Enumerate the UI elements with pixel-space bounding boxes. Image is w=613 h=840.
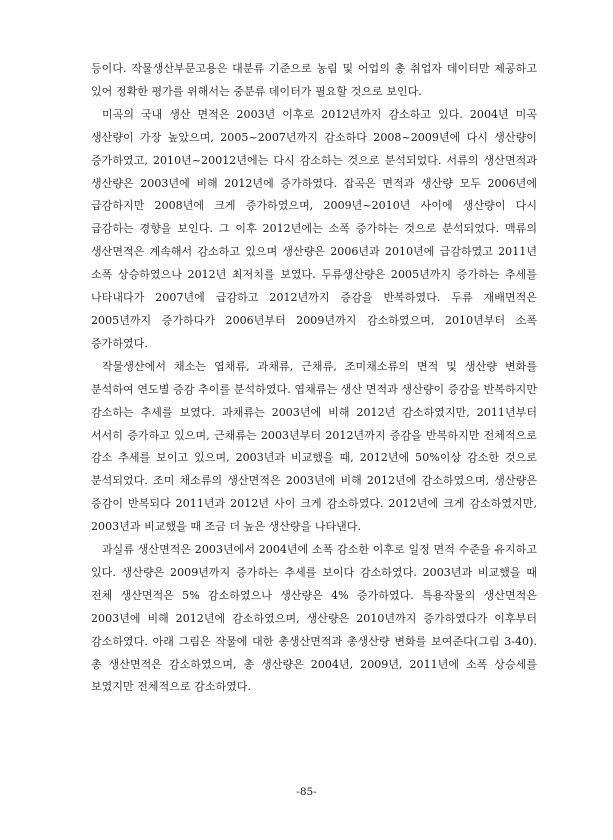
paragraph-2: 미곡의 국내 생산 면적은 2003년 이후로 2012년까지 감소하고 있다. 2004년 미곡 생산량이 가장 높았으며, 2005~2007년까지 감소하다 2008~2009년에 다시 생산량이 증가하였고, 2010년~20012년에는 다시 감소하는 것으로 분석되었다. 서류의 생산면적과 생산량은 2003년에 비해 2012년에 증가하였다. 잡곡은 면적과 생산량 모두 2006년에 급감하지만 2008년에 크게 증가하였으며, 2009년~2010년 사이에 생산량이 다시 급감하는 경향을 보인다. 그 이후 2012년에는 소폭 증가하는 것으로 분석되었다. 맥류의 생산면적은 계속해서 감소하고 있으며 생산량은 2006년과 2010년에 급감하였고 2011년 소폭 상승하였으나 2012년 최저치를 보였다. 두류생산량은 2005년까지 증가하는 추세를 나타내다가 2007년에 급감하고 2012년까지 증감을 반복하였다. 두류 재배면적은 2005년까지 증가하다가 2006년부터 2009년까지 감소하였으며, 2010년부터 소폭 증가하였다. bbox=[91, 107, 537, 350]
paragraph-1: 등이다. 작물생산부문고용은 대분류 기준으로 농림 및 어업의 총 취업자 데이터만 제공하고 있어 정확한 평가를 위해서는 중분류 데이터가 필요할 것으로 보인다. bbox=[91, 62, 537, 98]
page-number: -85- bbox=[296, 786, 317, 798]
body-text bbox=[91, 58, 537, 699]
paragraph-3: 작물생산에서 채소는 엽채류, 과채류, 근채류, 조미채소류의 면적 및 생산량 변화를 분석하여 연도별 증감 추이를 분석하였다. 엽채류는 생산 면적과 생산량이 증감을 반복하지만 감소하는 추세를 보였다. 과채류는 2003년에 비해 2012년 감소하였지만, 2011년부터 서서히 증가하고 있으며, 근채류는 2003년부터 2012년까지 증감을 반복하지만 전체적으로 감소 추세를 보이고 있으며, 2003년과 비교했을 때, 2012년에 50%이상 감소한 것으로 분석되었다. 조미 채소류의 생산면적은 2003년에 비해 2012년에 감소하였으며, 생산량은 증감이 반복되다 2011년과 2012년 사이 크게 감소하였다. 2012년에 크게 감소하였지만, 2003년과 비교했을 때 조금 더 높은 생산량을 나타낸다. bbox=[91, 359, 537, 534]
paragraph-4: 과실류 생산면적은 2003년에서 2004년에 소폭 감소한 이후로 일정 면적 수준을 유지하고 있다. 생산량은 2009년까지 증가하는 추세를 보이다 감소하였다. 2003년과 비교했을 때 전체 생산면적은 5% 감소하였으나 생산량은 4% 증가하였다. 특용작물의 생산면적은 2003년에 비해 2012년에 감소하였으며, 생산량은 2010년까지 증가하였다가 이후부터 감소하였다. 아래 그림은 작물에 대한 총생산면적과 총생산량 변화를 보여준다(그림 3-40). 총 생산면적은 감소하였으며, 총 생산량은 2004년, 2009년, 2011년에 소폭 상승세를 보였지만 전체적으로 감소하였다. bbox=[91, 543, 537, 694]
